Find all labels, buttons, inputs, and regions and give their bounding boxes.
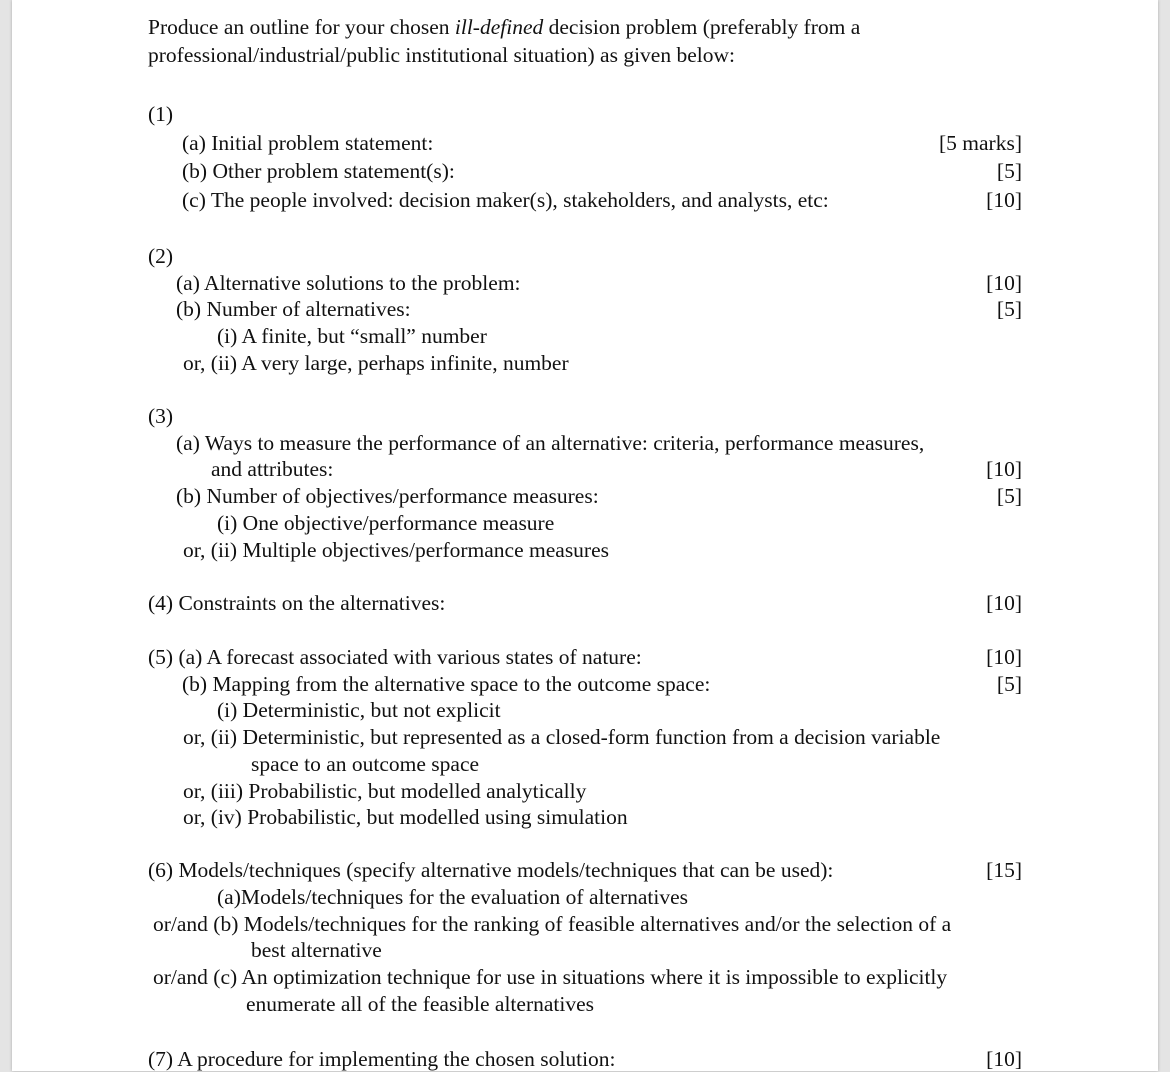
section-4-text: (4) Constraints on the alternatives: xyxy=(148,591,446,615)
section-1c-marks: [10] xyxy=(986,188,1022,212)
section-2b-text: (b) Number of alternatives: xyxy=(176,297,411,321)
section-5b-marks: [5] xyxy=(996,672,1022,696)
section-3-option-ii: or, (ii) Multiple objectives/performance measures xyxy=(183,538,610,562)
section-5b-text: (b) Mapping from the alternative space to the outcome space: xyxy=(182,672,711,696)
section-3a-text-2: and attributes: xyxy=(211,457,334,481)
section-2-option-ii: or, (ii) A very large, perhaps infinite, number xyxy=(183,351,569,375)
section-1b-marks: [5] xyxy=(996,159,1022,183)
section-5-option-iv: or, (iv) Probabilistic, but modelled using simulation xyxy=(183,805,628,829)
section-6-marks: [15] xyxy=(986,858,1022,882)
section-3b-text: (b) Number of objectives/performance measures: xyxy=(176,484,599,508)
document-page xyxy=(12,0,1158,1071)
section-1a-text: (a) Initial problem statement: xyxy=(182,131,434,155)
section-3-option-i: (i) One objective/performance measure xyxy=(217,511,555,535)
section-5a-text: (5) (a) A forecast associated with various states of nature: xyxy=(148,645,642,669)
section-5-option-ii-line-2: space to an outcome space xyxy=(251,752,480,776)
section-5-option-ii-line-1: or, (ii) Deterministic, but represented as a closed-form function from a decision variable xyxy=(183,725,941,749)
section-3b-marks: [5] xyxy=(996,484,1022,508)
section-3-heading: (3) xyxy=(148,404,174,428)
intro-emphasis: ill-defined xyxy=(454,15,544,39)
intro-line-2: professional/industrial/public institutional situation) as given below: xyxy=(148,43,735,67)
section-6-text: (6) Models/techniques (specify alternative models/techniques that can be used): xyxy=(148,858,834,882)
section-7-marks: [10] xyxy=(986,1047,1022,1071)
section-6-option-c-line-2: enumerate all of the feasible alternatives xyxy=(246,992,595,1016)
section-1b-text: (b) Other problem statement(s): xyxy=(182,159,455,183)
intro-text-end: decision problem (preferably from a xyxy=(543,15,861,39)
section-5a-marks: [10] xyxy=(986,645,1022,669)
section-2b-marks: [5] xyxy=(996,297,1022,321)
section-3a-marks: [10] xyxy=(986,457,1022,481)
section-5-option-iii: or, (iii) Probabilistic, but modelled analytically xyxy=(183,779,587,803)
section-7-text: (7) A procedure for implementing the chosen solution: xyxy=(148,1047,616,1071)
section-1-heading: (1) xyxy=(148,102,174,126)
section-2a-marks: [10] xyxy=(986,271,1022,295)
section-6-option-a: (a)Models/techniques for the evaluation of alternatives xyxy=(217,885,689,909)
section-6-option-c-line-1: or/and (c) An optimization technique for use in situations where it is impossible to explicitly xyxy=(153,965,948,989)
section-2-option-i: (i) A finite, but “small” number xyxy=(217,324,487,348)
section-6-option-b-line-2: best alternative xyxy=(251,938,382,962)
section-4-marks: [10] xyxy=(986,591,1022,615)
section-3a-text-1: (a) Ways to measure the performance of an alternative: criteria, performance measures, xyxy=(176,431,925,455)
intro-text: Produce an outline for your chosen xyxy=(148,15,455,39)
section-1c-text: (c) The people involved: decision maker(s), stakeholders, and analysts, etc: xyxy=(182,188,829,212)
intro-line-1 xyxy=(148,14,860,40)
section-2a-text: (a) Alternative solutions to the problem: xyxy=(176,271,521,295)
section-1a-marks: [5 marks] xyxy=(939,131,1022,155)
section-2-heading: (2) xyxy=(148,244,174,268)
section-6-option-b-line-1: or/and (b) Models/techniques for the ranking of feasible alternatives and/or the selection of a xyxy=(153,912,952,936)
section-5-option-i: (i) Deterministic, but not explicit xyxy=(217,698,501,722)
